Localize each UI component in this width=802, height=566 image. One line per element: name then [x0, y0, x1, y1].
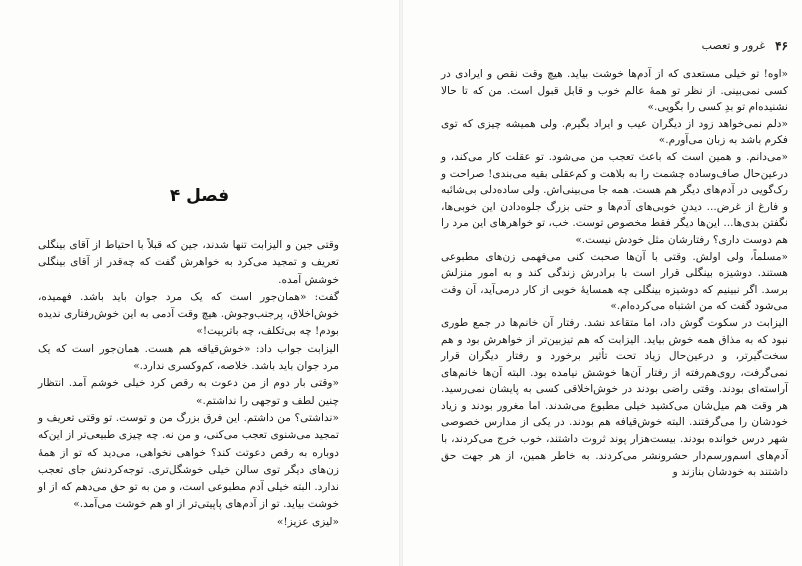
chapter-title: فصل ۴	[169, 186, 230, 206]
paragraph: الیزابت جواب داد: «خوش‌قیافه هم هست. همان‌جور است که یک مرد جوان باید باشد. خلاصه، کم‌وکسری ندارد.»	[38, 342, 339, 373]
paragraph: گفت: «همان‌جور است که یک مرد جوان باید باشد. فهمیده، خوش‌اخلاق، پرجنب‌وجوش. هیچ وقت آدمی به این خوش‌رفتاری ندیده بودم! چه بی‌تکلف، چه باتربیت!»	[38, 290, 339, 338]
right-page	[405, 0, 802, 566]
paragraph: وقتی جین و الیزابت تنها شدند، جین که قبلاً با احتیاط از آقای بینگلی تعریف و تمجید می‌کرد به خواهرش گفت که چه‌قدر از آقای بینگلی خوشش آمده.	[38, 239, 339, 286]
paragraph: «مسلماً، ولی اولش. وقتی با آن‌ها صحبت کنی می‌فهمی زن‌های مطبوعی هستند. دوشیزه بینگلی قرار است با برادرش زندگی کند و به امور منزلش برسد. اگر نبینیم که دوشیزه بینگلی چه همسایهٔ خوبی از کار درمی‌آید، آن وقت می‌شود گفت که من اشتباه می‌کرده‌ام.»	[441, 250, 788, 313]
paragraph: الیزابت در سکوت گوش داد، اما متقاعد نشد. رفتار آن خانم‌ها در جمع طوری نبود که به مذاق همه خوش بیاید. الیزابت که هم تیزبین‌تر از خواهرش بود و هم سخت‌گیرتر، و درعین‌حال زیاد تحت تأثیر برخورد و رفتار دیگران قرار نمی‌گرفت، روی‌هم‌رفته از رفتار آن‌ها خوشش نیامده بود. البته آن‌ها خانم‌های آراسته‌ای بودند. وقتی راضی بودند در خوش‌اخلاقی کسی به پایشان نمی‌رسید. هر وقت هم میل‌شان می‌کشید خیلی مطبوع می‌شدند. اما مغرور بودند و زیاد خودشان را می‌گرفتند. البته خوش‌قیافه هم بودند. در یکی از مدارس خصوصی شهر درس خوانده بودند. بیست‌هزار پوند ثروت داشتند، خوب خرج می‌کردند، با آدم‌های اسم‌ورسم‌دار حشرونشر می‌کردند. به خاطر همین، از هر جهت حق داشتند به خودشان بنازند و	[441, 316, 788, 479]
paragraph: «می‌دانم. و همین است که باعث تعجب من می‌شود. تو عقلت کار می‌کند، و درعین‌حال صاف‌وساده چشمت را به بلاهت و کم‌عقلی بقیه می‌بندی! صراحت و رک‌گویی در آدم‌های دیگر هم هست. همه جا می‌بینی‌اش. ولی ساده‌دلی بی‌شائبه و فارغ از غرض... دیدنِ خوبی‌های آدم‌ها و حتی بزرگ جلوه‌دادن این خوبی‌ها، نگفتن بدی‌ها... این‌ها دیگر فقط مخصوص توست. خب، تو خواهرهای این مرد را هم دوست داری؟ رفتارشان مثل خودش نیست.»	[440, 150, 788, 246]
page-number: ۴۶	[775, 39, 788, 53]
book-gutter	[399, 0, 403, 566]
paragraph: «دلم نمی‌خواهد زود از دیگران عیب و ایراد بگیرم. ولی همیشه چیزی که توی فکرم باشد به زبان می‌آورم.»	[441, 117, 788, 147]
running-title: غرور و تعصب	[701, 39, 766, 52]
left-page	[0, 0, 399, 566]
right-page-body	[441, 66, 788, 481]
paragraph: «وقتی بار دوم از من دعوت به رقص کرد خیلی خوشم آمد. انتظار چنین لطف و توجهی را نداشتم.»	[38, 377, 339, 407]
left-page-body	[38, 237, 339, 531]
paragraph: «نداشتی؟ من داشتم. این فرق بزرگ من و توست. تو وقتی تعریف و تمجید می‌شنوی تعجب می‌کنی، و من نه. چه چیزی طبیعی‌تر از این‌که دوباره به رقص دعوتت کند؟ خواهی نخواهی، می‌دید که تو از همهٔ زن‌های دیگر توی سالن خیلی خوشگل‌تری. توجه‌کردنش جای تعجب ندارد. البته خیلی آدم مطبوعی است، و من به تو حق می‌دهم که از او خوشت بیاید. تو از آدم‌های پاپیتی‌تر از او هم خوشت می‌آمد.»	[38, 411, 339, 511]
paragraph: «اوه! تو خیلی مستعدی که از آدم‌ها خوشت بیاید. هیچ وقت نقص و ایرادی در کسی نمی‌بینی. از نظر تو همهٔ عالم خوب و قابل قبول است. من که تا حالا نشنیده‌ام تو بدِ کسی را بگویی.»	[441, 68, 788, 114]
paragraph: «لیزی عزیز!»	[276, 515, 339, 528]
running-head	[440, 39, 788, 53]
